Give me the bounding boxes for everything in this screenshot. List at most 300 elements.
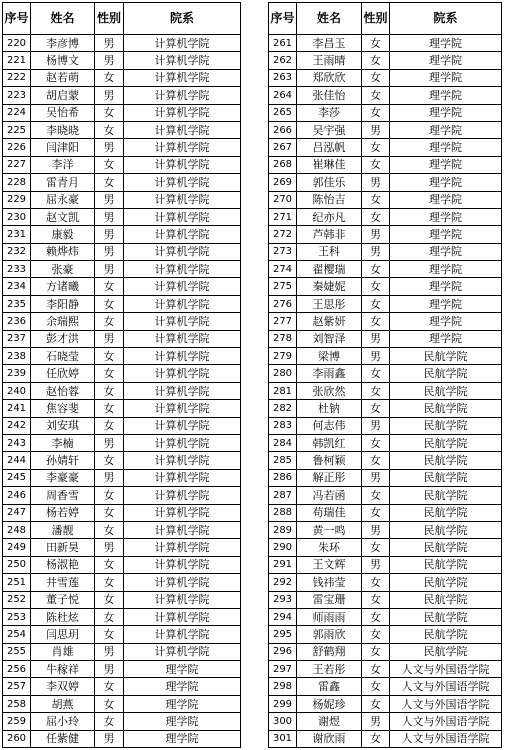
cell-gender: 女: [362, 574, 390, 591]
cell-name: 李楠: [31, 434, 95, 451]
table-row: [3, 104, 241, 121]
table-row: [3, 626, 241, 643]
table-row: [269, 121, 502, 138]
table-row: [269, 521, 502, 538]
cell-dept: 民航学院: [390, 382, 502, 399]
cell-no: 256: [3, 661, 31, 678]
cell-name: 石晓莹: [31, 348, 95, 365]
cell-no: 280: [269, 365, 297, 382]
cell-dept: 计算机学院: [124, 591, 241, 608]
cell-gender: 女: [362, 382, 390, 399]
cell-name: 谢煜: [297, 713, 362, 730]
table-row: [269, 365, 502, 382]
cell-name: 解正彤: [297, 469, 362, 486]
cell-dept: 理学院: [390, 191, 502, 208]
table-row: [3, 556, 241, 573]
table-row: [269, 348, 502, 365]
cell-dept: 计算机学院: [124, 52, 241, 69]
cell-no: 228: [3, 174, 31, 191]
cell-dept: 理学院: [124, 713, 241, 730]
cell-gender: 女: [362, 35, 390, 52]
table-row: [3, 678, 241, 695]
cell-name: 陈杜炫: [31, 608, 95, 625]
cell-dept: 民航学院: [390, 626, 502, 643]
cell-gender: 女: [95, 174, 124, 191]
table-row: [269, 382, 502, 399]
cell-dept: 理学院: [390, 243, 502, 260]
cell-dept: 计算机学院: [124, 434, 241, 451]
cell-name: 芦韩非: [297, 226, 362, 243]
cell-dept: 计算机学院: [124, 504, 241, 521]
cell-name: 任紫健: [31, 730, 95, 747]
cell-gender: 女: [95, 504, 124, 521]
table-row: [3, 487, 241, 504]
cell-name: 彭才洪: [31, 330, 95, 347]
table-row: [3, 400, 241, 417]
table-row: [269, 156, 502, 173]
cell-gender: 男: [95, 330, 124, 347]
cell-dept: 理学院: [390, 313, 502, 330]
cell-name: 郭雨欣: [297, 626, 362, 643]
cell-name: 吴宇强: [297, 121, 362, 138]
cell-name: 李莎: [297, 104, 362, 121]
cell-no: 265: [269, 104, 297, 121]
cell-gender: 男: [362, 174, 390, 191]
cell-name: 吴怡希: [31, 104, 95, 121]
table-row: [3, 243, 241, 260]
cell-dept: 计算机学院: [124, 295, 241, 312]
cell-no: 285: [269, 452, 297, 469]
cell-name: 张豪: [31, 261, 95, 278]
cell-gender: 男: [362, 556, 390, 573]
header-dept: 院系: [390, 3, 502, 35]
cell-name: 肖雄: [31, 643, 95, 660]
header-name: 姓名: [31, 3, 95, 35]
cell-no: 245: [3, 469, 31, 486]
table-row: [3, 156, 241, 173]
cell-no: 220: [3, 35, 31, 52]
cell-dept: 理学院: [390, 156, 502, 173]
table-row: [3, 382, 241, 399]
table-row: [269, 35, 502, 52]
table-row: [269, 730, 502, 747]
cell-no: 261: [269, 35, 297, 52]
cell-gender: 男: [362, 713, 390, 730]
cell-no: 226: [3, 139, 31, 156]
table-row: [269, 434, 502, 451]
cell-dept: 计算机学院: [124, 330, 241, 347]
cell-no: 297: [269, 661, 297, 678]
cell-gender: 女: [95, 156, 124, 173]
cell-name: 韩凯红: [297, 434, 362, 451]
cell-gender: 女: [95, 678, 124, 695]
table-row: [3, 208, 241, 225]
cell-gender: 男: [362, 226, 390, 243]
table-row: [3, 87, 241, 104]
cell-no: 271: [269, 208, 297, 225]
table-row: [3, 591, 241, 608]
cell-gender: 女: [362, 487, 390, 504]
cell-gender: 男: [362, 348, 390, 365]
cell-dept: 理学院: [124, 678, 241, 695]
cell-no: 223: [3, 87, 31, 104]
cell-name: 黄一鸣: [297, 521, 362, 538]
cell-name: 郭佳乐: [297, 174, 362, 191]
table-row: [269, 104, 502, 121]
cell-no: 257: [3, 678, 31, 695]
table-row: [269, 87, 502, 104]
table-row: [3, 521, 241, 538]
cell-name: 孙婧轩: [31, 452, 95, 469]
table-header-row: [269, 3, 502, 35]
cell-dept: 民航学院: [390, 591, 502, 608]
cell-dept: 计算机学院: [124, 365, 241, 382]
cell-name: 李洋: [31, 156, 95, 173]
table-row: [3, 434, 241, 451]
cell-dept: 计算机学院: [124, 400, 241, 417]
cell-name: 杨若婷: [31, 504, 95, 521]
table-row: [3, 191, 241, 208]
cell-no: 237: [3, 330, 31, 347]
cell-no: 282: [269, 400, 297, 417]
cell-name: 李彦博: [31, 35, 95, 52]
cell-no: 291: [269, 556, 297, 573]
cell-gender: 女: [362, 695, 390, 712]
cell-dept: 民航学院: [390, 348, 502, 365]
cell-name: 赵若萌: [31, 69, 95, 86]
cell-name: 潘靓: [31, 521, 95, 538]
cell-name: 杨淑艳: [31, 556, 95, 573]
cell-gender: 男: [95, 52, 124, 69]
cell-gender: 女: [95, 417, 124, 434]
table-row: [269, 208, 502, 225]
cell-no: 270: [269, 191, 297, 208]
cell-dept: 民航学院: [390, 539, 502, 556]
header-dept: 院系: [124, 3, 241, 35]
table-row: [269, 487, 502, 504]
cell-dept: 理学院: [390, 330, 502, 347]
cell-name: 任欣婷: [31, 365, 95, 382]
cell-dept: 计算机学院: [124, 348, 241, 365]
cell-name: 刘安琪: [31, 417, 95, 434]
cell-name: 张佳怡: [297, 87, 362, 104]
cell-gender: 男: [362, 521, 390, 538]
cell-no: 286: [269, 469, 297, 486]
cell-gender: 男: [362, 243, 390, 260]
cell-dept: 民航学院: [390, 417, 502, 434]
cell-no: 289: [269, 521, 297, 538]
cell-gender: 女: [95, 295, 124, 312]
cell-gender: 女: [95, 382, 124, 399]
cell-no: 262: [269, 52, 297, 69]
table-row: [3, 278, 241, 295]
cell-gender: 女: [362, 730, 390, 747]
cell-dept: 民航学院: [390, 608, 502, 625]
cell-gender: 男: [95, 87, 124, 104]
cell-gender: 女: [95, 591, 124, 608]
cell-dept: 计算机学院: [124, 278, 241, 295]
student-table-left: [2, 2, 241, 748]
cell-gender: 女: [95, 69, 124, 86]
cell-no: 248: [3, 521, 31, 538]
cell-dept: 理学院: [124, 661, 241, 678]
table-row: [3, 261, 241, 278]
cell-no: 247: [3, 504, 31, 521]
cell-dept: 民航学院: [390, 365, 502, 382]
table-row: [269, 626, 502, 643]
cell-no: 225: [3, 121, 31, 138]
cell-no: 252: [3, 591, 31, 608]
cell-dept: 人文与外国语学院: [390, 661, 502, 678]
cell-dept: 计算机学院: [124, 608, 241, 625]
cell-name: 周香雪: [31, 487, 95, 504]
cell-dept: 人文与外国语学院: [390, 695, 502, 712]
cell-no: 221: [3, 52, 31, 69]
cell-dept: 理学院: [390, 226, 502, 243]
cell-gender: 男: [95, 434, 124, 451]
header-no: 序号: [3, 3, 31, 35]
cell-gender: 女: [362, 591, 390, 608]
cell-name: 赖烨炜: [31, 243, 95, 260]
cell-dept: 理学院: [390, 278, 502, 295]
cell-name: 王科: [297, 243, 362, 260]
cell-no: 253: [3, 608, 31, 625]
cell-no: 240: [3, 382, 31, 399]
cell-no: 292: [269, 574, 297, 591]
cell-no: 234: [3, 278, 31, 295]
cell-no: 301: [269, 730, 297, 747]
cell-dept: 人文与外国语学院: [390, 678, 502, 695]
table-row: [3, 452, 241, 469]
table-row: [3, 417, 241, 434]
cell-dept: 理学院: [390, 208, 502, 225]
table-row: [269, 278, 502, 295]
cell-name: 闫津阳: [31, 139, 95, 156]
table-row: [3, 661, 241, 678]
table-row: [3, 730, 241, 747]
cell-gender: 女: [362, 400, 390, 417]
table-body-left: [3, 35, 241, 748]
cell-gender: 女: [95, 556, 124, 573]
table-row: [269, 678, 502, 695]
cell-no: 290: [269, 539, 297, 556]
table-row: [3, 539, 241, 556]
cell-dept: 民航学院: [390, 452, 502, 469]
cell-dept: 理学院: [390, 35, 502, 52]
cell-gender: 女: [362, 504, 390, 521]
cell-no: 260: [3, 730, 31, 747]
cell-dept: 计算机学院: [124, 382, 241, 399]
cell-no: 300: [269, 713, 297, 730]
table-row: [3, 226, 241, 243]
cell-no: 279: [269, 348, 297, 365]
cell-gender: 男: [95, 539, 124, 556]
table-row: [269, 191, 502, 208]
cell-dept: 理学院: [390, 295, 502, 312]
student-table-right: [268, 2, 502, 748]
cell-gender: 男: [362, 417, 390, 434]
table-row: [3, 574, 241, 591]
cell-name: 杨妮珍: [297, 695, 362, 712]
cell-name: 刘智泽: [297, 330, 362, 347]
cell-no: 268: [269, 156, 297, 173]
cell-no: 275: [269, 278, 297, 295]
table-row: [269, 261, 502, 278]
cell-no: 233: [3, 261, 31, 278]
cell-name: 陈怡吉: [297, 191, 362, 208]
header-gender: 性别: [95, 3, 124, 35]
table-row: [269, 52, 502, 69]
cell-name: 李豪豪: [31, 469, 95, 486]
cell-no: 288: [269, 504, 297, 521]
header-gender: 性别: [362, 3, 390, 35]
cell-no: 276: [269, 295, 297, 312]
cell-dept: 理学院: [390, 261, 502, 278]
cell-gender: 女: [95, 400, 124, 417]
cell-dept: 民航学院: [390, 400, 502, 417]
cell-name: 胡燕: [31, 695, 95, 712]
cell-gender: 女: [95, 713, 124, 730]
cell-dept: 民航学院: [390, 434, 502, 451]
cell-dept: 计算机学院: [124, 69, 241, 86]
cell-name: 吕泓帆: [297, 139, 362, 156]
cell-gender: 男: [362, 469, 390, 486]
cell-no: 254: [3, 626, 31, 643]
cell-gender: 女: [95, 121, 124, 138]
cell-dept: 理学院: [390, 174, 502, 191]
cell-no: 251: [3, 574, 31, 591]
cell-no: 255: [3, 643, 31, 660]
cell-name: 井雪莲: [31, 574, 95, 591]
cell-dept: 民航学院: [390, 556, 502, 573]
table-row: [3, 121, 241, 138]
cell-dept: 计算机学院: [124, 452, 241, 469]
cell-name: 赵怡蓉: [31, 382, 95, 399]
table-row: [269, 504, 502, 521]
cell-dept: 计算机学院: [124, 121, 241, 138]
cell-no: 227: [3, 156, 31, 173]
cell-name: 雷鑫: [297, 678, 362, 695]
cell-dept: 计算机学院: [124, 487, 241, 504]
cell-dept: 理学院: [390, 87, 502, 104]
cell-no: 299: [269, 695, 297, 712]
cell-name: 杜钠: [297, 400, 362, 417]
cell-name: 李晓晓: [31, 121, 95, 138]
cell-no: 264: [269, 87, 297, 104]
cell-dept: 理学院: [124, 730, 241, 747]
table-row: [269, 69, 502, 86]
table-row: [3, 348, 241, 365]
cell-no: 278: [269, 330, 297, 347]
table-row: [3, 365, 241, 382]
cell-gender: 男: [95, 261, 124, 278]
table-row: [3, 643, 241, 660]
cell-gender: 女: [362, 608, 390, 625]
cell-name: 赵紫妍: [297, 313, 362, 330]
table-row: [269, 608, 502, 625]
cell-no: 281: [269, 382, 297, 399]
cell-no: 298: [269, 678, 297, 695]
table-row: [3, 295, 241, 312]
cell-no: 273: [269, 243, 297, 260]
cell-gender: 女: [95, 487, 124, 504]
cell-gender: 男: [95, 730, 124, 747]
table-row: [269, 417, 502, 434]
cell-no: 222: [3, 69, 31, 86]
cell-gender: 女: [95, 104, 124, 121]
cell-no: 269: [269, 174, 297, 191]
cell-dept: 计算机学院: [124, 574, 241, 591]
cell-name: 董子悦: [31, 591, 95, 608]
cell-name: 雷青月: [31, 174, 95, 191]
cell-no: 250: [3, 556, 31, 573]
cell-gender: 女: [362, 104, 390, 121]
cell-gender: 女: [362, 261, 390, 278]
table-row: [269, 139, 502, 156]
cell-name: 康毅: [31, 226, 95, 243]
table-row: [3, 695, 241, 712]
cell-no: 231: [3, 226, 31, 243]
cell-name: 冯若函: [297, 487, 362, 504]
cell-name: 秦婕妮: [297, 278, 362, 295]
cell-name: 王思彤: [297, 295, 362, 312]
cell-name: 李双婷: [31, 678, 95, 695]
cell-dept: 民航学院: [390, 469, 502, 486]
cell-gender: 男: [95, 191, 124, 208]
cell-dept: 计算机学院: [124, 87, 241, 104]
cell-no: 287: [269, 487, 297, 504]
table-row: [269, 556, 502, 573]
cell-dept: 理学院: [390, 69, 502, 86]
cell-name: 崔琳佳: [297, 156, 362, 173]
table-row: [269, 713, 502, 730]
cell-no: 283: [269, 417, 297, 434]
cell-gender: 男: [95, 139, 124, 156]
table-header-row: [3, 3, 241, 35]
cell-gender: 女: [362, 69, 390, 86]
cell-gender: 男: [95, 226, 124, 243]
table-row: [3, 139, 241, 156]
table-row: [269, 539, 502, 556]
cell-dept: 计算机学院: [124, 191, 241, 208]
cell-dept: 计算机学院: [124, 469, 241, 486]
cell-gender: 男: [95, 469, 124, 486]
table-row: [269, 243, 502, 260]
cell-name: 谢欣雨: [297, 730, 362, 747]
table-row: [3, 174, 241, 191]
cell-gender: 女: [362, 208, 390, 225]
cell-dept: 理学院: [390, 104, 502, 121]
table-row: [269, 452, 502, 469]
cell-no: 242: [3, 417, 31, 434]
cell-no: 235: [3, 295, 31, 312]
cell-dept: 民航学院: [390, 574, 502, 591]
cell-gender: 女: [95, 695, 124, 712]
cell-dept: 人文与外国语学院: [390, 713, 502, 730]
cell-gender: 男: [95, 35, 124, 52]
cell-dept: 计算机学院: [124, 243, 241, 260]
header-no: 序号: [269, 3, 297, 35]
cell-no: 229: [3, 191, 31, 208]
cell-gender: 女: [362, 539, 390, 556]
cell-name: 张欣然: [297, 382, 362, 399]
cell-gender: 女: [362, 139, 390, 156]
cell-name: 苟瑞佳: [297, 504, 362, 521]
cell-no: 238: [3, 348, 31, 365]
cell-dept: 计算机学院: [124, 208, 241, 225]
cell-gender: 男: [95, 643, 124, 660]
cell-no: 263: [269, 69, 297, 86]
